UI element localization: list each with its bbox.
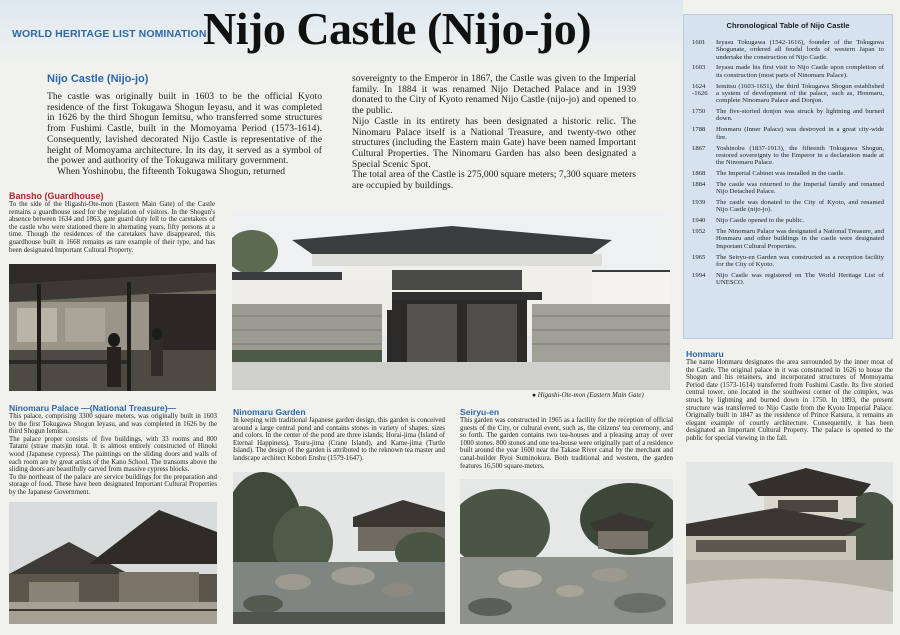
gate-caption: ● Higashi-Ote-mon (Eastern Main Gate) <box>532 392 644 399</box>
chronology-event: The castle was returned to the Imperial family and renamed Nijo Detached Palace. <box>716 180 884 196</box>
chronology-row <box>692 126 884 141</box>
chronology-event: Honmaru (Inner Palace) was destroyed in a great city-wide fire. <box>716 126 884 141</box>
ninomaru-palace-text-a: This palace, comprising 3300 square meters, was originally built in 1603 by the first Tokugawa Shogun Ieyasu, and was completed in 1626 by the third Shogun Iemitsu. <box>9 413 217 436</box>
chronology-year: 1624 -1626 <box>692 82 708 97</box>
intro-heading: Nijo Castle (Nijo-jo) <box>47 73 149 85</box>
chronology-year: 1867 <box>692 144 706 152</box>
intro-col2 <box>352 74 636 192</box>
chronology-row <box>692 170 884 177</box>
chronology-row <box>692 272 884 287</box>
chronology-year: 1601 <box>692 39 706 46</box>
intro-col1 <box>47 92 322 178</box>
chronology-year: 1965 <box>692 253 706 261</box>
intro-col1-text-b: When Yoshinobu, the fifteenth Tokugawa Shogun, returned <box>57 165 286 177</box>
chronology-year: 1939 <box>692 199 706 207</box>
chronology-list <box>692 39 884 286</box>
chronology-year: 1994 <box>692 271 706 279</box>
chronology-year: 1750 <box>692 108 706 116</box>
chronology-year: 1940 <box>692 217 706 225</box>
ninomaru-palace-text-c: To the northeast of the palace are service buildings for the preparation and storage of food. These have been designated Important Cultural Properties by the Japanese Government. <box>9 473 217 496</box>
ninomaru-garden-text: In keeping with traditional Japanese garden design, this garden is conceived around a large central pond and contains stones in variety of shapes, sizes and colors. In the center of the pond are three islands; Horai-jima (Island of Eternal Happiness), Tsuru-jima (Crane Island), and Kame-jima (Turtle Island). The design of the garden is attributed to the reknown tea master and landscape architect Kobori Enshu (1579-1647). <box>233 417 445 462</box>
chronology-event: Yoshinobu (1837-1913), the fifteenth Tokugawa Shogun, restored sovereignty to the Emperor in a declaration made at the Ninomaru Palace. <box>716 144 884 167</box>
chronology-year: 1952 <box>692 228 706 236</box>
honmaru-text: The name Honmaru designates the area surrounded by the inner moat of the Castle. The original palace in it was constructed in 1626 to house the Shogun and his retainers, and incorporated structures of Momoyama Period date (1573-1614) transferred from Fushimi Castle. Its five storied central tower, one located in the southwest corner of the complex, was struck by lightning and burned down in 1750. In 1893, the present structure was transferred to Nijo Castle from the Kyoto Imperial Palace. Originally built in 1847 as the residence of Prince Katsura, it remains an elegant example of courtly architecture. Consequently, it has been designated an Important Cultural Property. The palace is opened to the public for special viewing in the fall. <box>686 359 893 442</box>
intro-col2-text: sovereignty to the Emperor in 1867, the Castle was given to the Imperial family. In 1884 it was renamed Nijo Detached Palace and in 1939 donated to the City of Kyoto renamed Nijo Castle (nijo-jo) and opened to the public. <box>352 73 636 117</box>
chronology-event: The castle was donated to the City of Kyoto, and renamed Nijo Castle (nijo-jo). <box>716 199 884 214</box>
bansho-heading: Bansho (Guardhouse) <box>9 191 104 201</box>
chronology-row <box>692 64 884 79</box>
page-title: Nijo Castle (Nijo-jo) <box>203 3 592 54</box>
eastern-main-gate-photo <box>232 212 670 390</box>
ninomaru-garden-photo <box>233 472 445 624</box>
chronology-year: 1884 <box>692 180 706 188</box>
honmaru-photo <box>686 462 893 624</box>
chronology-row <box>692 39 884 61</box>
chronology-event: The five-storied donjon was struck by lightning and burned down. <box>716 108 884 123</box>
chronology-year: 1788 <box>692 126 706 134</box>
ninomaru-palace-heading: Ninomaru Palace —(National Treasure)— <box>9 403 177 413</box>
chronology-event: The Ninomaru Palace was designated a National Treasure, and Honmaru and other buildings in the castle were designated Important Cultural Properties. <box>716 228 884 250</box>
chronology-row <box>692 108 884 123</box>
chronology-year: 1603 <box>692 64 706 72</box>
intro-col1-text: The castle was originally built in 1603 to be the official Kyoto residence of the first Tokugawa Shogun Ieyasu, and it was completed in 1626 by the third Shogun Iemitsu, who transferred some structures from Fushimi Castle, built in the Momoyama Period (1573-1614). Consequently, lavished decorated Nijo Castle is representative of the height of Momoyama architecture. In its day, it served as a symbol of the power and authority of the Tokugawa military government. <box>47 91 322 167</box>
chronology-event: The Seiryu-en Garden was constructed as a reception facility for the City of Kyoto. <box>716 253 884 268</box>
chronology-event: Nijo Castle opened to the public. <box>716 217 805 225</box>
chronology-event: Ieyasu made his first visit to Nijo Castle upon completion of its construction (most parts of Ninomaru Palace). <box>716 64 884 79</box>
chronology-row <box>692 145 884 167</box>
honmaru-heading: Honmaru <box>686 349 724 359</box>
chronology-row <box>692 83 884 105</box>
chronology-event: Iemitsu (1603-1651), the third Tokugawa Shogun established a system of development of the palace, such as, Honmaru, complete Ninomaru Palace and Donjon. <box>716 82 884 105</box>
seiryu-en-photo <box>460 479 673 624</box>
chronology-row <box>692 228 884 250</box>
chronology-event: Nijo Castle was registered on The World Heritage List of UNESCO. <box>716 271 884 287</box>
chronology-row <box>692 181 884 196</box>
nomination-tag: WORLD HERITAGE LIST NOMINATION <box>12 28 207 40</box>
chronology-box <box>683 14 893 339</box>
chronology-event: The Imperial Cabinet was installed in the castle. <box>716 170 845 178</box>
chronology-row <box>692 199 884 214</box>
intro-col2-text-b: Nijo Castle in its entirety has been designated a historic relic. The Ninomaru Palace itself is a National Treasure, and twenty-two other structures (including the Eastern main Gate) have been named Important Cultural Properties. The Ninomaru Garden has also been designated a Special Scenic Spot. <box>352 115 636 170</box>
seiryu-en-text: This garden was constructed in 1965 as a facility for the reception of official guests of the City, or cultural event, such as, the citizens' tea ceremony, and so forth. The garden contains two tea-houses and a pleasing array of over 1000 stones. 800 stones and one tea-house were originally part of a residence built around the year 1600 near the Takase River canal by the merchant and canal-builder Ryoi Suminokura. Both traditional and western, the garden features 16,500 square-meters. <box>460 417 673 470</box>
guardhouse-photo <box>9 264 216 391</box>
ninomaru-palace-photo <box>9 502 217 624</box>
chronology-year: 1868 <box>692 170 706 178</box>
ninomaru-palace-text-b: The palace proper consists of five buildings, with 33 rooms and 800 Tatami (straw mats)in total. It is almost entirely constructed of Hinoki wood (Japanese cypress). The paintings on the sliding doors and walls of each room are by great artists of the Kano School. The transoms above the sliding doors are beautifully carved from massive cypress blocks. <box>9 435 217 474</box>
ninomaru-garden-heading: Ninomaru Garden <box>233 407 306 417</box>
ninomaru-palace-text <box>9 413 217 497</box>
chronology-row <box>692 217 884 224</box>
chronology-row <box>692 254 884 269</box>
chronology-event: Ieyasu Tokugawa (1542-1616), founder of the Tokugawa Shogunate, ordered all feudal lords of western Japan to undertake the construction of Nijo Castle. <box>716 39 884 61</box>
bansho-text: To the side of the Higashi-Ote-mon (Eastern Main Gate) of the Castle remains a guardhouse used for the regulation of visitors. In the Shogun's absence between 1634 and 1863, gate guard duty fell to the caretakers of the castle who were stationed there in alternating years, fifty persons at a time. Though the residences of the caretakers have disappeared, this guardhouse built in 1668 remains as rare example of their type, and has been designated Important Cultural Property. <box>9 201 215 254</box>
seiryu-en-heading: Seiryu-en <box>460 407 500 417</box>
intro-col2-text-c: The total area of the Castle is 275,000 square meters; 7,300 square meters are occupied by buildings. <box>352 169 636 192</box>
chronology-title: Chronological Table of Nijo Castle <box>726 21 850 30</box>
